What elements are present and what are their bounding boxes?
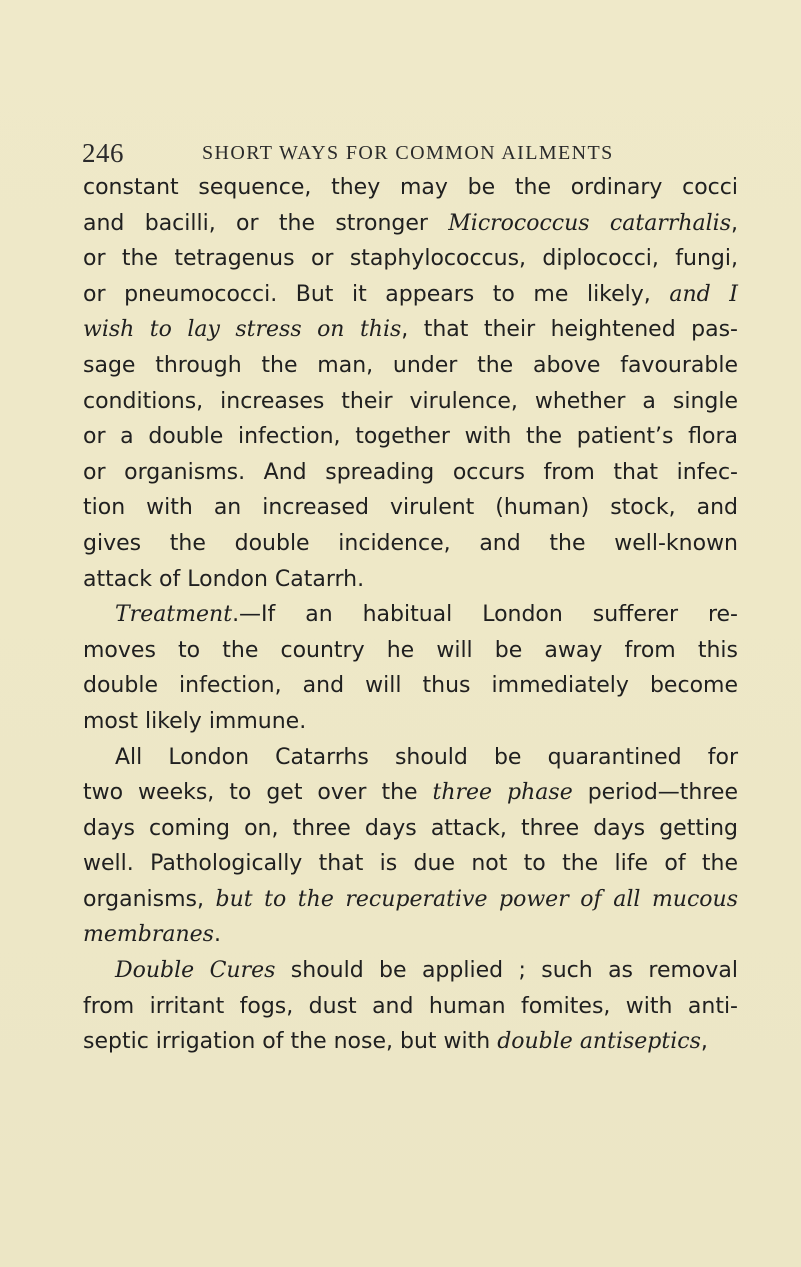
section-label: Double Cures xyxy=(115,958,276,984)
paragraph-2 xyxy=(83,597,738,739)
text-line: sage through the man, under the above favourable xyxy=(83,352,738,378)
section-label: Treatment xyxy=(115,602,233,628)
italic-emphasis: wish to lay stress on this xyxy=(83,317,402,343)
page-number: 246 xyxy=(82,138,124,168)
text-line: well. Pathologically that is due not to the life of the xyxy=(83,851,738,877)
paragraph-3 xyxy=(83,740,738,954)
paragraph-1 xyxy=(83,170,738,597)
text-line: days coming on, three days attack, three days getting xyxy=(83,815,738,841)
italic-term: Micrococcus catarrhalis xyxy=(448,210,731,236)
italic-emphasis: double antiseptics xyxy=(497,1029,701,1055)
text-line: Treatment.—If an habitual London sufferer re- xyxy=(115,602,738,628)
text-line: All London Catarrhs should be quarantined for xyxy=(115,744,738,770)
text-line: wish to lay stress on this, that their heightened pas- xyxy=(83,317,738,343)
text-line: or the tetragenus or staphylococcus, diplococci, fungi, xyxy=(83,246,738,272)
italic-emphasis: but to the recuperative power of all mucous xyxy=(215,886,739,912)
text-line: from irritant fogs, dust and human fomites, with anti- xyxy=(83,993,738,1019)
text-line: or pneumococci. But it appears to me likely, and I xyxy=(83,281,738,307)
paragraph-4 xyxy=(83,953,738,1060)
text-line: or organisms. And spreading occurs from that infec- xyxy=(83,459,738,485)
body-text xyxy=(83,170,738,1060)
text-line: double infection, and will thus immediately become xyxy=(83,673,738,699)
text-line: organisms, but to the recuperative power of all mucous xyxy=(83,886,739,912)
running-title: SHORT WAYS FOR COMMON AILMENTS xyxy=(202,142,614,164)
text-line: membranes. xyxy=(83,922,221,948)
italic-emphasis: and I xyxy=(669,281,738,307)
text-line: two weeks, to get over the three phase period—three xyxy=(83,780,738,806)
text-line: or a double infection, together with the patient’s flora xyxy=(83,424,738,450)
text-line: tion with an increased virulent (human) stock, and xyxy=(83,495,738,521)
italic-emphasis: membranes xyxy=(83,922,214,948)
text-line: gives the double incidence, and the well-known xyxy=(83,530,738,556)
running-head xyxy=(82,138,722,172)
text-line: attack of London Catarrh. xyxy=(83,566,365,592)
text-line: moves to the country he will be away from this xyxy=(83,637,738,663)
italic-emphasis: three phase xyxy=(432,780,573,806)
text-line: conditions, increases their virulence, whether a single xyxy=(83,388,738,414)
text-line: Double Cures should be applied ; such as removal xyxy=(115,958,739,984)
text-line: constant sequence, they may be the ordinary cocci xyxy=(83,175,738,200)
text-line: and bacilli, or the stronger Micrococcus catarrhalis, xyxy=(83,210,738,236)
text-line: septic irrigation of the nose, but with double antiseptics, xyxy=(83,1029,708,1055)
text-line: most likely immune. xyxy=(83,708,307,734)
